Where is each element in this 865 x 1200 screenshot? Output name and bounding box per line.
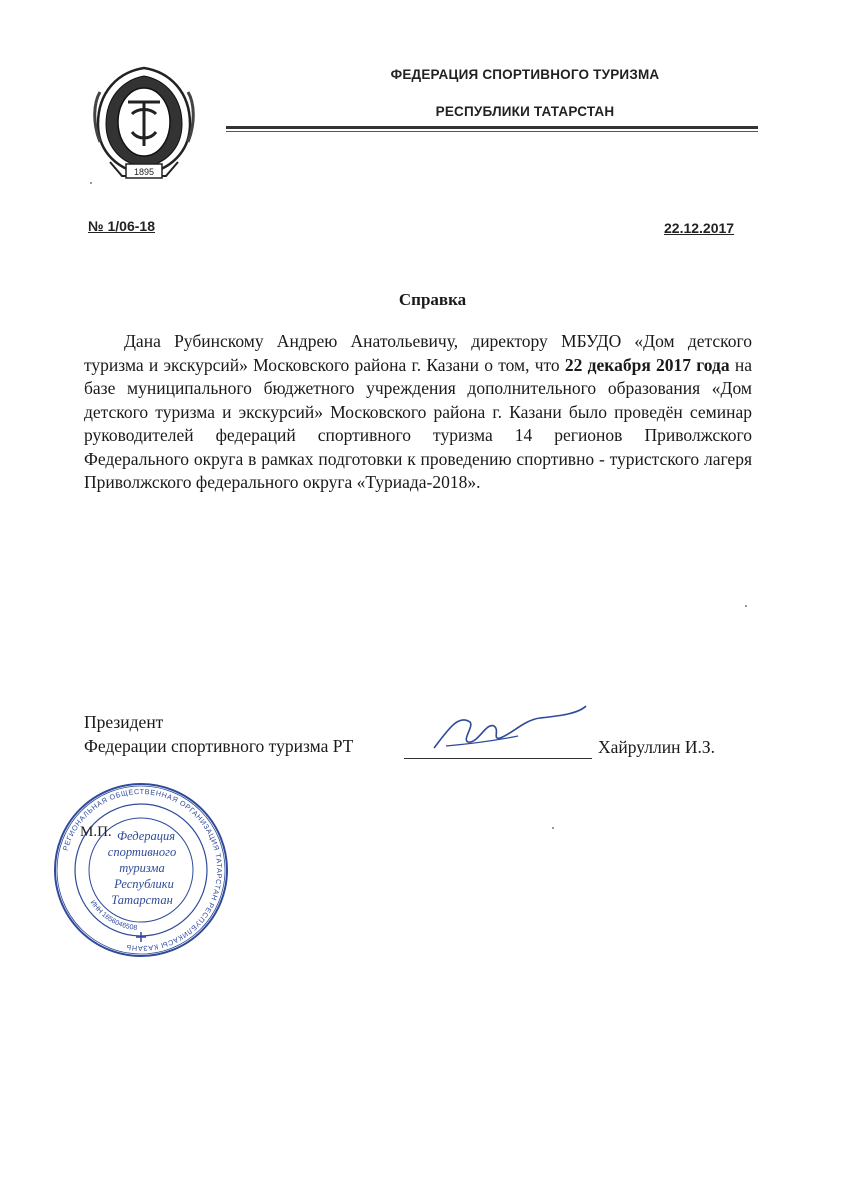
signature-line — [404, 758, 592, 759]
seal-center-line5: Татарстан — [111, 893, 173, 907]
logo-year: 1895 — [133, 167, 155, 177]
handwritten-signature — [428, 700, 588, 760]
seal-ring-inner-text: ИНН 1656046508 — [88, 899, 138, 932]
signatory-position — [84, 710, 353, 758]
seal-center-line2: спортивного — [107, 845, 177, 859]
document-body — [84, 330, 752, 495]
signatory-position-line1: Президент — [84, 712, 164, 732]
scan-speck — [745, 605, 747, 607]
scan-speck — [552, 827, 554, 829]
document-title: Справка — [398, 290, 467, 309]
organization-seal — [50, 780, 232, 960]
document-date: 22.12.2017 — [664, 220, 735, 236]
body-text-part1: Дана Рубинскому Андрею Анатольевичу, директору МБУДО «Дом детского туризма и экскурсий» Московского района г. Казани о том, что — [84, 331, 752, 375]
seal-center-line4: Республики — [114, 877, 174, 891]
seal-ring-outer-text: РЕГИОНАЛЬНАЯ ОБЩЕСТВЕННАЯ ОРГАНИЗАЦИЯ ТАТАРСТАН РЕСПУБЛИКАСЫ КАЗАНЬ — [60, 786, 225, 954]
seal-center-line1: Федерация — [116, 829, 176, 843]
seal-center-line3: туризма — [119, 861, 165, 875]
signatory-name: Хайруллин И.З. — [598, 737, 715, 757]
body-text-bold-date: 22 декабря 2017 года — [564, 354, 730, 375]
header-divider-thin — [226, 131, 758, 132]
body-text-part2: на базе муниципального бюджетного учреждения дополнительного образования «Дом детского туризма и экскурсий» Московского района г. Казани было проведён семинар руководителей федераций спортивного туризма 14 регионов Приволжского Федерального округа в рамках подготовки к проведению спортивно - туристского лагеря Приволжского федерального округа «Туриада-2018». — [84, 354, 752, 492]
signatory-position-line2: Федерации спортивного туризма РТ — [84, 736, 354, 756]
document-number: № 1/06-18 — [88, 218, 155, 234]
federation-logo — [88, 62, 200, 192]
stamp-placeholder-mp: М.П. — [80, 824, 112, 840]
organization-name-line2: РЕСПУБЛИКИ ТАТАРСТАН — [435, 104, 615, 119]
organization-name-line1: ФЕДЕРАЦИЯ СПОРТИВНОГО ТУРИЗМА — [390, 67, 660, 82]
header-divider-thick — [226, 126, 758, 129]
scan-speck — [90, 182, 92, 184]
